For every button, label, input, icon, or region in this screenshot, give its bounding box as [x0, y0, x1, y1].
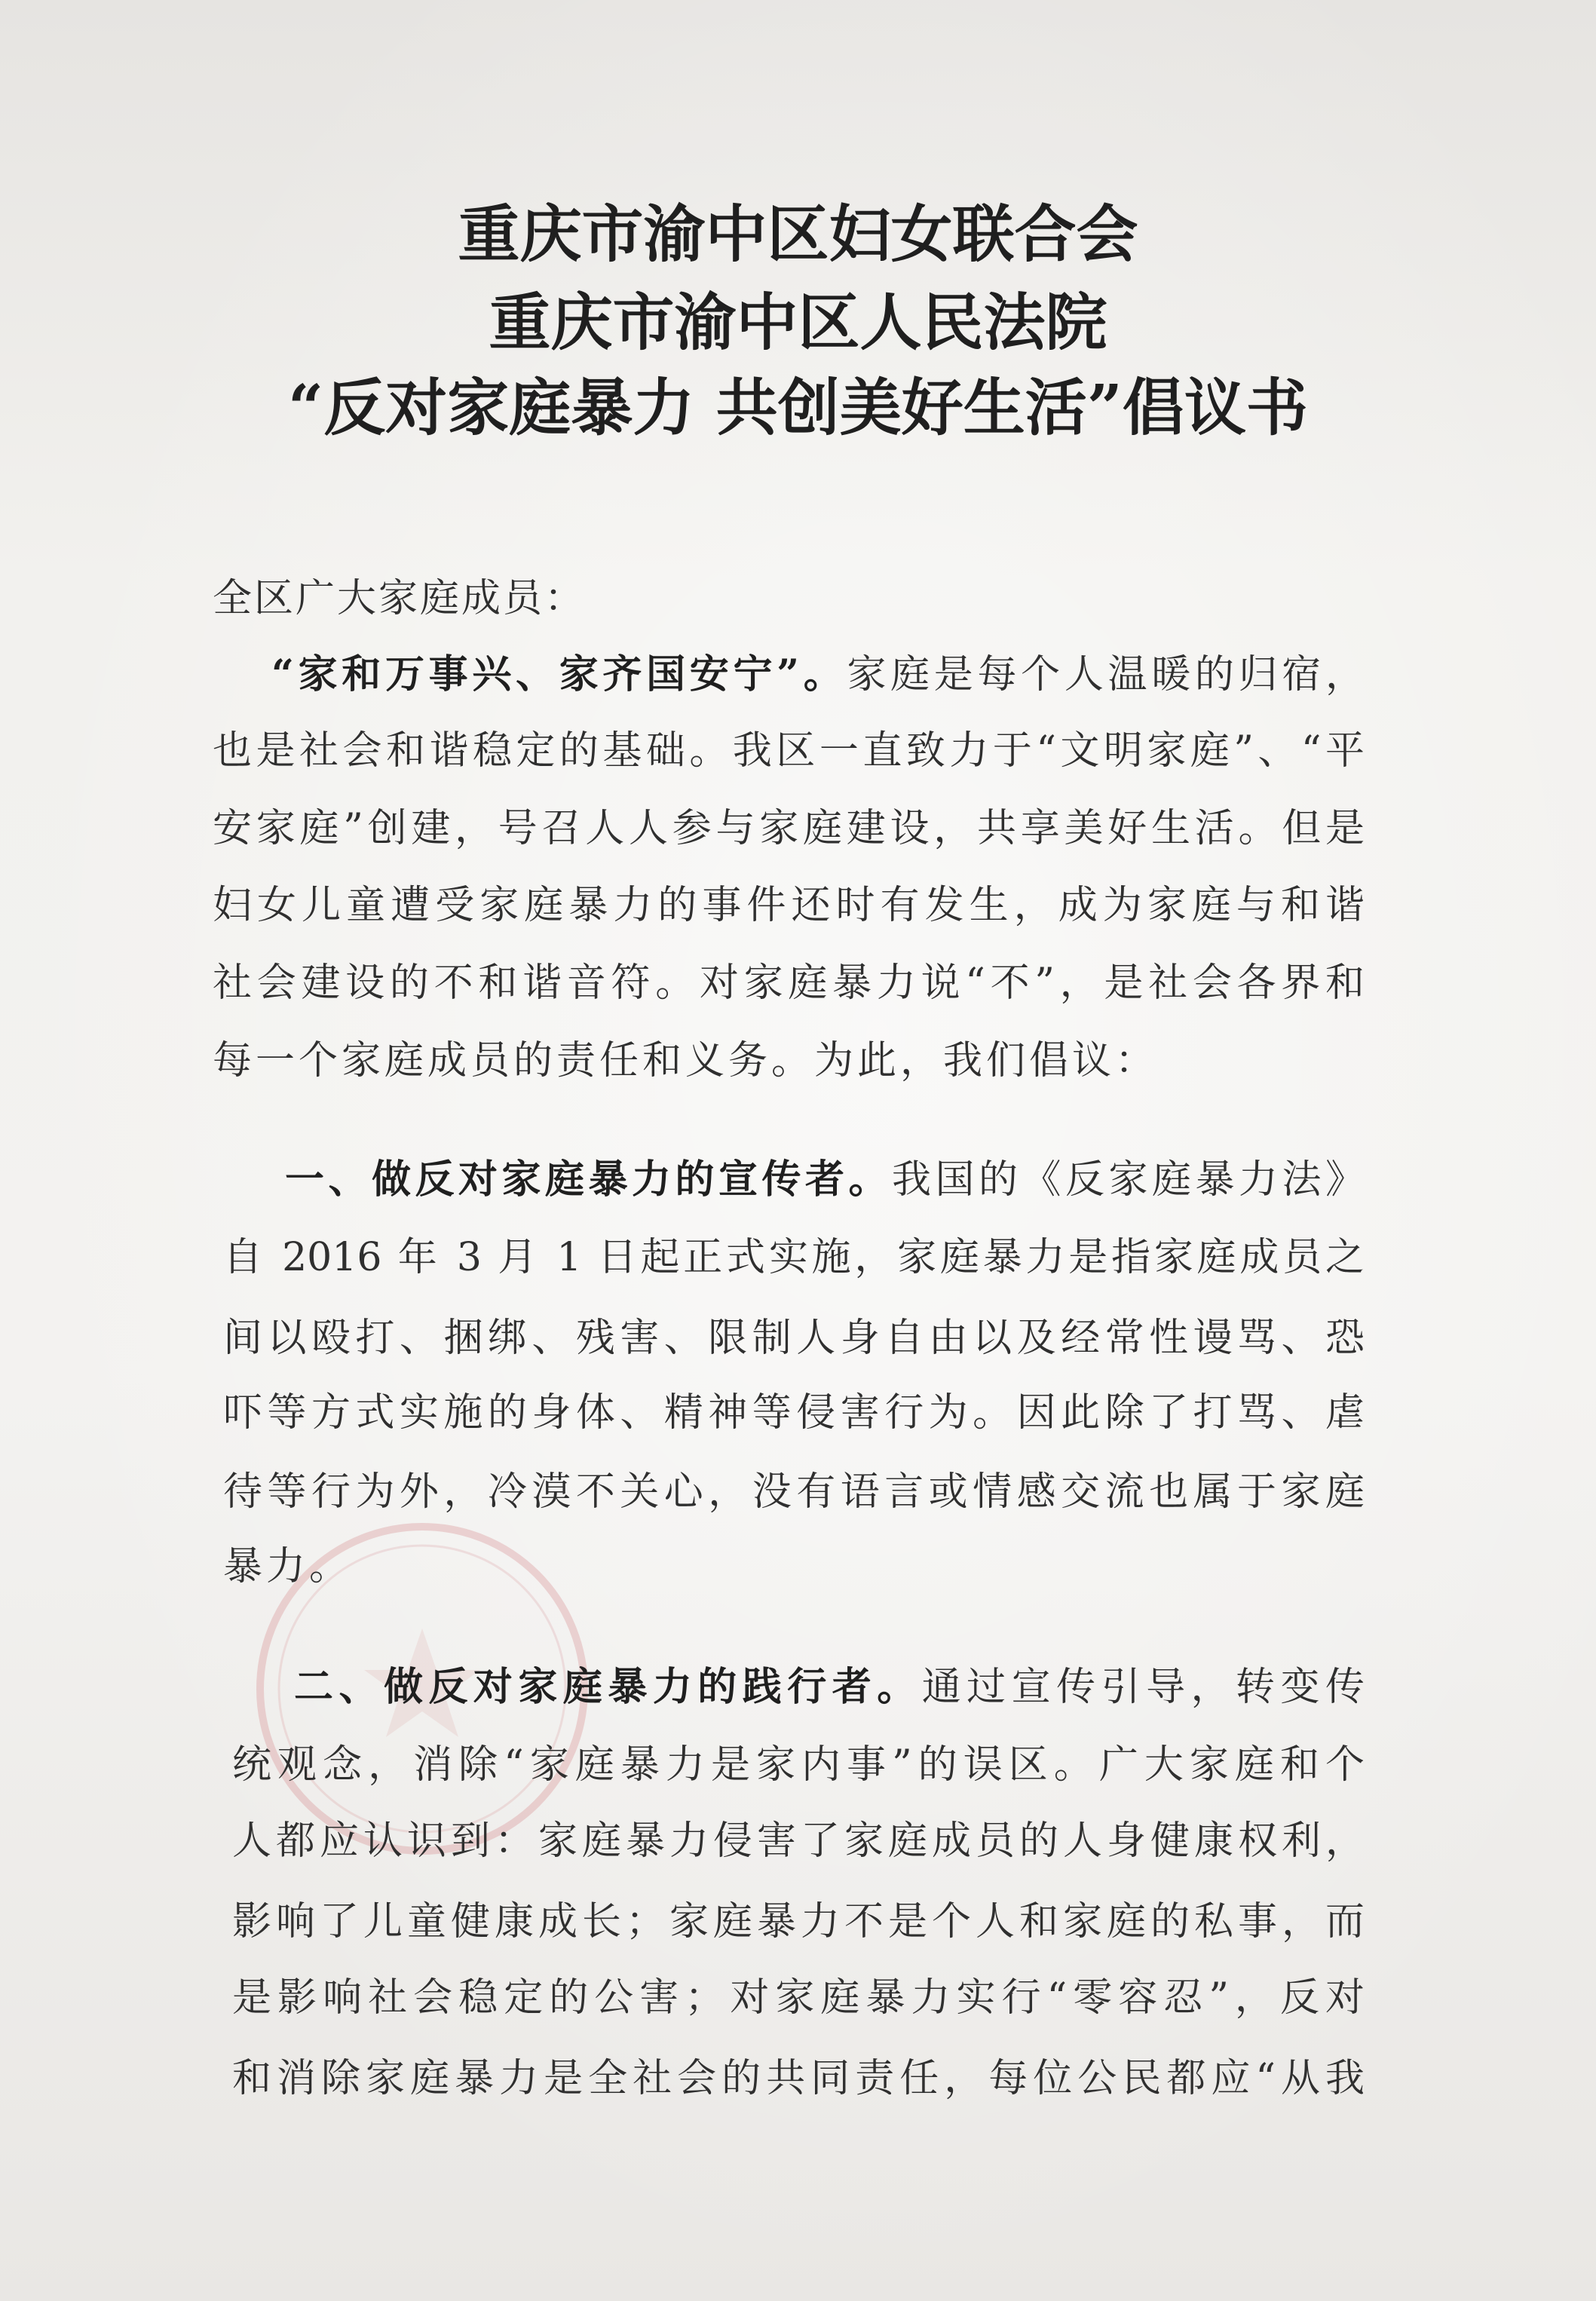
- paragraph-3-line-1-text: 通过宣传引导，转变传: [921, 1665, 1365, 1710]
- paragraph-1-line-5: 社会建设的不和谐音符。对家庭暴力说“不”，是社会各界和: [213, 961, 1365, 1006]
- paragraph-3-lead: 二、做反对家庭暴力的践行者。: [294, 1664, 922, 1710]
- paragraph-1-lead: “家和万事兴、家齐国安宁”。: [271, 651, 847, 697]
- title-line-2: 重庆市渝中区人民法院: [489, 286, 1107, 359]
- title-line-3: “反对家庭暴力 共创美好生活”倡议书: [288, 372, 1308, 444]
- paragraph-2-line-1-text: 我国的《反家庭暴力法》: [891, 1157, 1365, 1203]
- paragraph-1-line-1-text: 家庭是每个人温暖的归宿，: [847, 652, 1365, 697]
- paragraph-2-lead: 一、做反对家庭暴力的宣传者。: [285, 1157, 892, 1203]
- paragraph-3-line-6: 和消除家庭暴力是全社会的共同责任，每位公民都应“从我: [232, 2056, 1365, 2101]
- title-line-1: 重庆市渝中区妇女联合会: [458, 198, 1138, 271]
- paragraph-3-line-3: 人都应认识到：家庭暴力侵害了家庭成员的人身健康权利，: [232, 1818, 1365, 1864]
- paragraph-2-line-5: 待等行为外，冷漠不关心，没有语言或情感交流也属于家庭: [223, 1469, 1365, 1515]
- paragraph-1-line-3: 安家庭”创建，号召人人参与家庭建设，共享美好生活。但是: [213, 806, 1365, 851]
- paragraph-3-line-2: 统观念，消除“家庭暴力是家内事”的误区。广大家庭和个: [232, 1742, 1365, 1788]
- paragraph-3-line-1: [294, 1661, 1365, 1714]
- paragraph-1-line-6: 每一个家庭成员的责任和义务。为此，我们倡议：: [213, 1038, 1159, 1083]
- paragraph-3-line-5: 是影响社会稳定的公害；对家庭暴力实行“零容忍”，反对: [232, 1975, 1365, 2021]
- paragraph-3-line-4: 影响了儿童健康成长；家庭暴力不是个人和家庭的私事，而: [232, 1899, 1365, 1944]
- paragraph-1-line-2: 也是社会和谐稳定的基础。我区一直致力于“文明家庭”、“平: [213, 728, 1365, 774]
- salutation: 全区广大家庭成员：: [213, 576, 587, 621]
- paragraph-2-line-6: 暴力。: [223, 1544, 353, 1589]
- paragraph-2-line-1: [285, 1154, 1365, 1206]
- paragraph-2-line-3: 间以殴打、捆绑、残害、限制人身自由以及经常性谩骂、恐: [223, 1316, 1365, 1361]
- paragraph-2-line-2: 自 2016 年 3 月 1 日起正式实施，家庭暴力是指家庭成员之: [223, 1235, 1365, 1280]
- paragraph-1-line-1: [271, 648, 1365, 701]
- paragraph-1-line-4: 妇女儿童遭受家庭暴力的事件还时有发生，成为家庭与和谐: [213, 883, 1365, 928]
- paragraph-2-line-4: 吓等方式实施的身体、精神等侵害行为。因此除了打骂、虐: [223, 1390, 1365, 1435]
